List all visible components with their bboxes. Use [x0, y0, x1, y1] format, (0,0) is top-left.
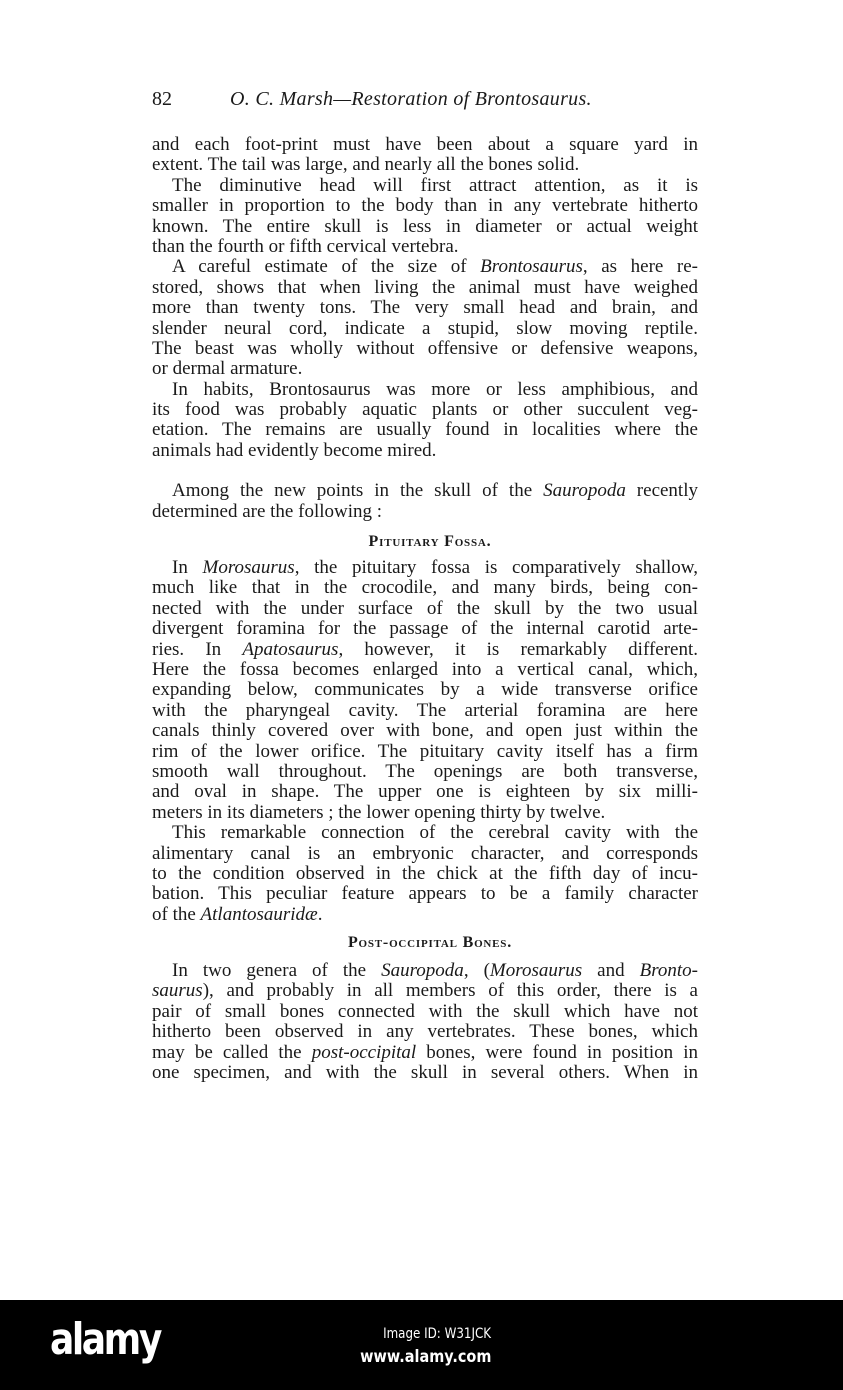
italic-term: saurus [152, 980, 203, 1002]
text-line [152, 701, 698, 721]
site-url: www.alamy.com [359, 1347, 491, 1367]
text-run: The diminutive head will first attract attention, as it is [172, 174, 698, 196]
text-run: stored, shows that when living the animal must have weighed [152, 276, 698, 298]
text-line [152, 961, 698, 981]
text-line [152, 257, 698, 277]
paragraph [152, 257, 698, 379]
text-run: to the condition observed in the chick at the fifth day of incu- [152, 862, 698, 884]
text-run: its food was probably aquatic plants or other succulent veg- [152, 399, 698, 421]
text-line [152, 278, 698, 298]
text-run: ), and probably in all members of this order, there is a [202, 980, 698, 1002]
section-skull-intro [152, 481, 698, 522]
section-heading-post-occipital-bones: Post-occipital Bones. [347, 934, 513, 952]
italic-term: Morosaurus [489, 960, 583, 982]
text-line [152, 298, 698, 318]
text-line [152, 1063, 698, 1083]
text-line [152, 502, 698, 522]
text-line [152, 400, 698, 420]
text-line [152, 420, 698, 440]
text-line [152, 217, 698, 237]
text-run: rim of the lower orifice. The pituitary cavity itself has a firm [152, 740, 698, 762]
text-run: slender neural cord, indicate a stupid, slow moving reptile. [152, 317, 698, 339]
text-line [152, 721, 698, 741]
text-run: with the pharyngeal cavity. The arterial foramina are here [152, 699, 698, 721]
text-run: bones, were found in position in [416, 1041, 699, 1063]
paragraph [152, 135, 698, 176]
paragraph [152, 380, 698, 462]
running-header [152, 88, 697, 112]
text-line [152, 762, 698, 782]
text-run: This remarkable connection of the cerebral cavity with the [172, 822, 698, 844]
text-run: than the fourth or fifth cervical vertebra. [152, 235, 459, 257]
text-run: one specimen, and with the skull in several others. When in [152, 1062, 698, 1084]
text-run: much like that in the crocodile, and many birds, being con- [152, 577, 698, 599]
text-run: In two genera of the [172, 960, 382, 982]
text-line [152, 640, 698, 660]
text-run: Among the new points in the skull of the [172, 480, 544, 502]
text-run: pair of small bones connected with the skull which have not [152, 1000, 698, 1022]
text-line [152, 1043, 698, 1063]
text-line [152, 619, 698, 639]
text-line [152, 339, 698, 359]
text-run: known. The entire skull is less in diameter or actual weight [152, 215, 698, 237]
text-run: meters in its diameters ; the lower opening thirty by twelve. [152, 801, 606, 823]
text-run: animals had evidently become mired. [152, 439, 437, 461]
paragraph [152, 176, 698, 258]
text-run: , as here re- [582, 256, 699, 278]
text-run: canals thinly covered over with bone, and open just within the [152, 720, 698, 742]
text-run: A careful estimate of the size of [172, 256, 481, 278]
text-run: . [317, 903, 323, 925]
text-line [152, 441, 698, 461]
paragraph [152, 823, 698, 925]
text-line [152, 864, 698, 884]
text-run: bation. This peculiar feature appears to be a family character [152, 883, 698, 905]
text-line [152, 981, 698, 1001]
text-line [152, 237, 698, 257]
running-title: O. C. Marsh—Restoration of Brontosaurus. [230, 88, 592, 110]
text-line [152, 660, 698, 680]
italic-term: Sauropoda [381, 960, 464, 982]
text-line [152, 319, 698, 339]
page-body [152, 135, 698, 1083]
text-line [152, 176, 698, 196]
text-run: more than twenty tons. The very small head and brain, and [152, 297, 698, 319]
text-line [152, 905, 698, 925]
section-post-occipital-bones [152, 961, 698, 1083]
text-run: hitherto been observed in any vertebrates. These bones, which [152, 1021, 698, 1043]
italic-term: Apatosaurus [242, 638, 339, 660]
section-heading-pituitary-fossa: Pituitary Fossa. [368, 533, 492, 551]
text-run: In [172, 557, 203, 579]
italic-term: Sauropoda [543, 480, 626, 502]
text-run: , the pituitary fossa is comparatively shallow, [294, 557, 699, 579]
text-line [152, 578, 698, 598]
watermark-banner [0, 1300, 843, 1390]
text-run: of the [152, 903, 201, 925]
text-run: expanding below, communicates by a wide transverse orifice [152, 679, 698, 701]
text-line [152, 359, 698, 379]
text-run: ries. In [152, 638, 243, 660]
text-run: Here the fossa becomes enlarged into a vertical canal, which, [152, 658, 698, 680]
text-run: smaller in proportion to the body than in any vertebrate hitherto [152, 195, 698, 217]
text-line [152, 481, 698, 501]
text-run: , ( [463, 960, 490, 982]
text-line [152, 599, 698, 619]
paragraph [152, 558, 698, 823]
text-line [152, 196, 698, 216]
text-run: , however, it is remarkably different. [338, 638, 698, 660]
text-line [152, 155, 698, 175]
italic-term: post-occipital [311, 1041, 417, 1063]
text-run: determined are the following : [152, 500, 383, 522]
italic-term: Morosaurus [202, 557, 295, 579]
text-run: divergent foramina for the passage of the internal carotid arte- [152, 618, 698, 640]
text-run: and [582, 960, 640, 982]
text-line [152, 135, 698, 155]
text-run: or dermal armature. [152, 358, 303, 380]
paragraph [152, 481, 698, 522]
section-pituitary-fossa [152, 558, 698, 925]
text-run: nected with the under surface of the skull by the two usual [152, 597, 698, 619]
text-line [152, 1002, 698, 1022]
text-line [152, 844, 698, 864]
text-run: The beast was wholly without offensive or defensive weapons, [152, 337, 698, 359]
text-line [152, 1022, 698, 1042]
text-line [152, 742, 698, 762]
text-line [152, 680, 698, 700]
text-run: alimentary canal is an embryonic character, and corresponds [152, 842, 698, 864]
text-run: etation. The remains are usually found in localities where the [152, 419, 698, 441]
text-line [152, 884, 698, 904]
page-number: 82 [152, 88, 172, 110]
text-line [152, 380, 698, 400]
text-line [152, 803, 698, 823]
text-line [152, 782, 698, 802]
text-run: and oval in shape. The upper one is eighteen by six milli- [152, 781, 698, 803]
text-run: may be called the [152, 1041, 312, 1063]
text-run: In habits, Brontosaurus was more or less amphibious, and [172, 378, 698, 400]
text-run: recently [625, 480, 698, 502]
italic-term: Atlantosauridæ [200, 903, 318, 925]
italic-term: Brontosaurus [480, 256, 583, 278]
text-run: extent. The tail was large, and nearly all the bones solid. [152, 154, 580, 176]
text-line [152, 823, 698, 843]
text-run: smooth wall throughout. The openings are both transverse, [152, 760, 698, 782]
paragraph [152, 961, 698, 1083]
image-id-label: Image ID: W31JCK [382, 1326, 491, 1342]
alamy-logo: alamy [50, 1314, 160, 1365]
text-line [152, 558, 698, 578]
italic-term: Bronto- [639, 960, 699, 982]
text-run: and each foot-print must have been about a square yard in [152, 134, 698, 155]
section-brontosaurus-description [152, 135, 698, 461]
